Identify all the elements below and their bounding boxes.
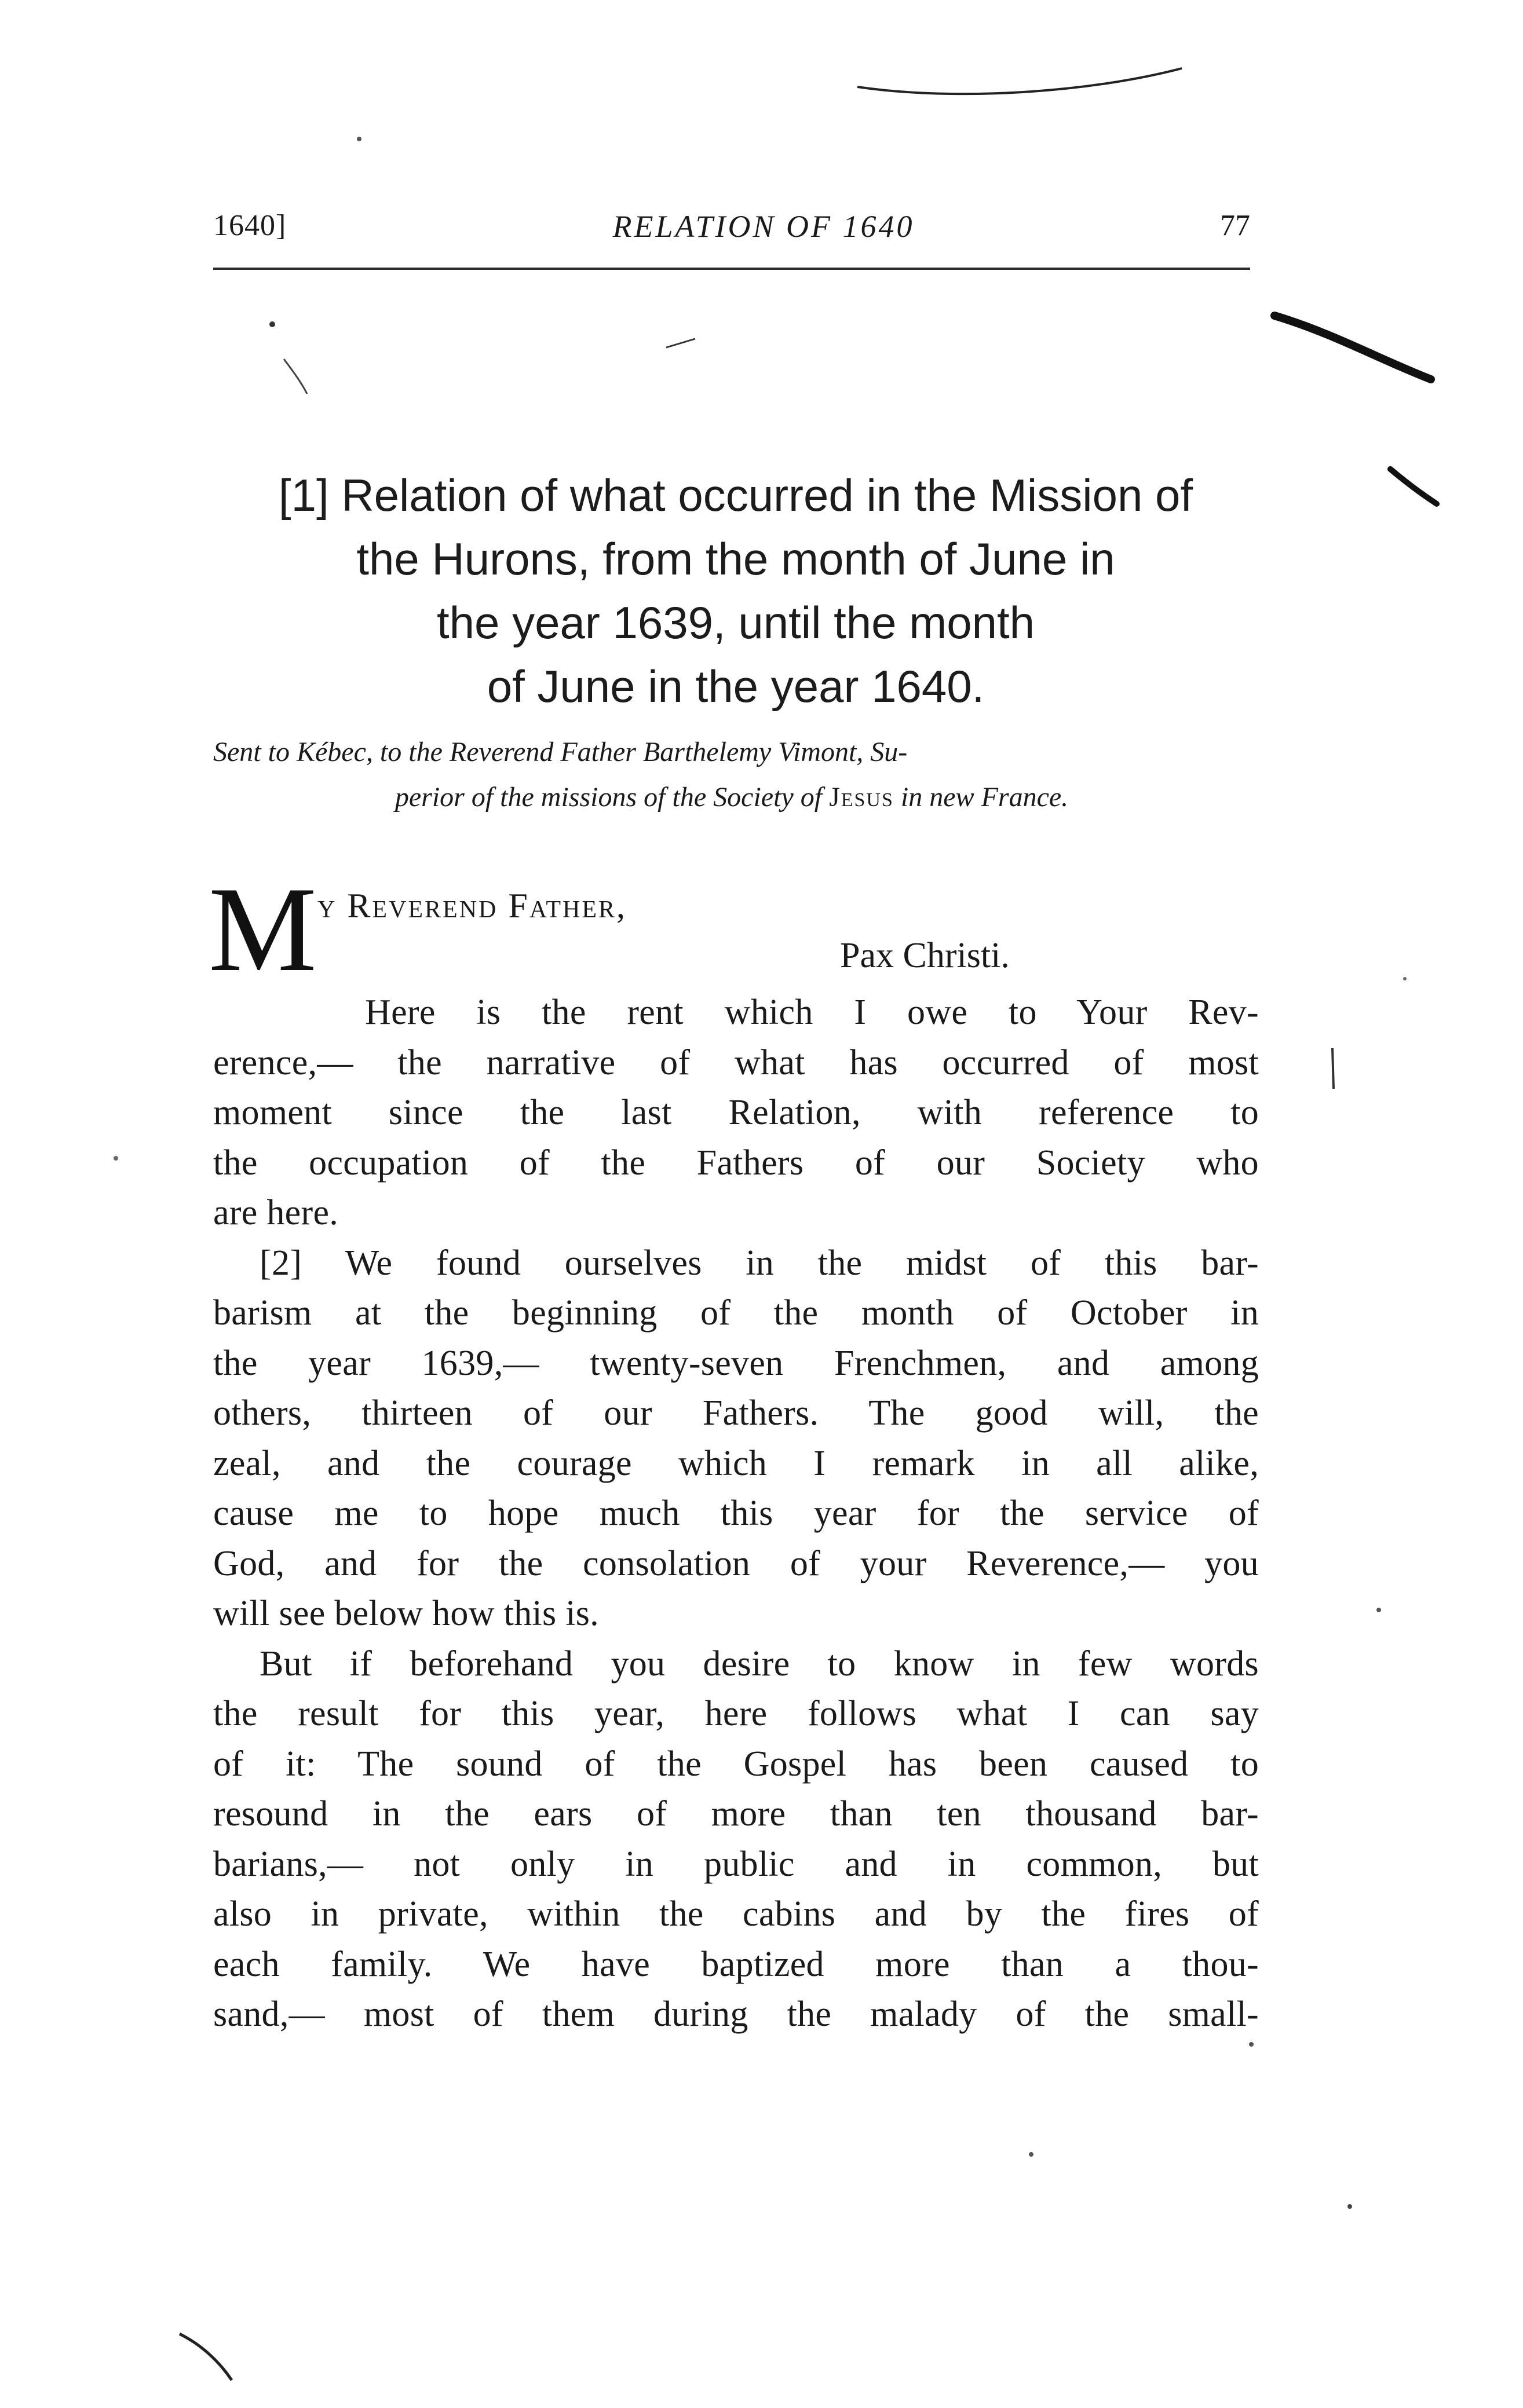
body-line: [2] We found ourselves in the midst of this bar- [260, 1243, 1259, 1283]
header-rule [213, 268, 1250, 270]
body-line: the result for this year, here follows what I can say [213, 1694, 1259, 1733]
heading-line: the Hurons, from the month of June in [356, 533, 1115, 584]
pax-christi: Pax Christi. [840, 936, 1010, 975]
body-line: are here. [213, 1193, 339, 1232]
section-heading [209, 463, 1263, 718]
heading-line: [1] Relation of what occurred in the Mission of [278, 470, 1193, 521]
heading-line: the year 1639, until the month [436, 597, 1035, 648]
subheading-text: perior of the missions of the Society of [395, 782, 830, 813]
body-line: barians,— not only in public and in common, but [213, 1844, 1259, 1884]
subheading-line [213, 775, 1250, 820]
body-line: But if beforehand you desire to know in few words [260, 1644, 1259, 1684]
body-line: God, and for the consolation of your Reverence,— you [213, 1543, 1259, 1583]
body-line: also in private, within the cabins and by the fires of [213, 1894, 1259, 1934]
body-line: moment since the last Relation, with reference to [213, 1093, 1259, 1132]
body-line: sand,— most of them during the malady of the small- [213, 1995, 1259, 2034]
body-line: of it: The sound of the Gospel has been caused to [213, 1744, 1259, 1784]
page-number: 77 [1220, 209, 1250, 242]
subheading [213, 730, 1250, 820]
body-line: each family. We have baptized more than a thou- [213, 1944, 1259, 1984]
header-year: 1640] [213, 209, 287, 242]
salutation: y Reverend Father, [317, 887, 627, 925]
body-line: others, thirteen of our Fathers. The good will, the [213, 1393, 1259, 1433]
body-line: the occupation of the Fathers of our Society who [213, 1143, 1259, 1183]
subheading-line: Sent to Kébec, to the Reverend Father Barthelemy Vimont, Su- [213, 737, 908, 767]
body-line: resound in the ears of more than ten thousand bar- [213, 1794, 1259, 1834]
header-title: RELATION OF 1640 [612, 209, 915, 244]
body-line: barism at the beginning of the month of October in [213, 1293, 1259, 1333]
subheading-text: in new France. [893, 782, 1069, 813]
body-line: the year 1639,— twenty-seven Frenchmen, and among [213, 1343, 1259, 1383]
body-line: cause me to hope much this year for the service of [213, 1494, 1259, 1533]
body-line: will see below how this is. [213, 1594, 599, 1633]
body-line: erence,— the narrative of what has occurred of most [213, 1042, 1259, 1082]
body-text [213, 987, 1259, 2040]
heading-line: of June in the year 1640. [487, 661, 985, 712]
drop-cap: M [209, 862, 317, 997]
running-header [213, 208, 1250, 255]
body-line: zeal, and the courage which I remark in all alike, [213, 1443, 1259, 1483]
subheading-jesus: Jesus [829, 782, 894, 813]
body-line: Here is the rent which I owe to Your Rev- [365, 993, 1259, 1032]
